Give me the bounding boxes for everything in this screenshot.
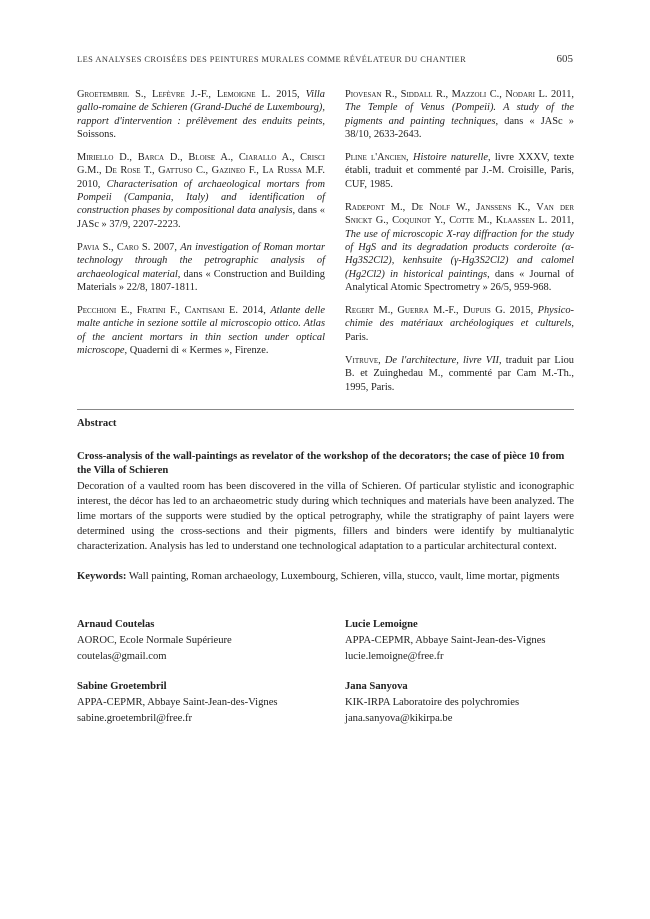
reference-details: , Quaderni di « Kermes », Firenze. — [124, 345, 269, 357]
author-block — [345, 679, 575, 727]
reference-entry — [345, 201, 574, 294]
reference-entry — [77, 304, 325, 357]
reference-authors: Regert M., Guerra M.-F., Dupuis G. — [345, 305, 506, 317]
section-divider — [77, 409, 574, 410]
author-name: Lucie Lemoigne — [345, 619, 418, 630]
keywords-label: Keywords: — [77, 571, 127, 582]
author-email: coutelas@gmail.com — [77, 651, 167, 662]
keywords-line — [77, 571, 574, 582]
reference-details: , dans « Construction and Building Materials » 22/8, 1807-1811. — [77, 268, 325, 293]
reference-year: 2015, — [270, 89, 306, 100]
author-email: lucie.lemoigne@free.fr — [345, 651, 444, 662]
reference-year: 2015, — [505, 305, 538, 317]
reference-authors: Radepont M., De Nolf W., Janssens K., Van der Snickt G., Coquinot Y., Cotte M., Klaassen L. — [345, 202, 574, 227]
reference-entry — [345, 354, 574, 394]
reference-authors: Pavia S., Caro S. — [77, 241, 151, 253]
reference-title: The Temple of Venus (Pompeii). A study of the pigments and painting techniques — [345, 102, 574, 127]
author-block — [77, 679, 307, 727]
author-affiliation: AOROC, Ecole Normale Supérieure — [77, 635, 232, 646]
author-affiliation: KIK-IRPA Laboratoire des polychromies — [345, 697, 520, 708]
reference-details: , dans « JASc » 37/9, 2207-2223. — [77, 205, 325, 230]
reference-year: , — [378, 355, 385, 367]
reference-entry — [77, 151, 325, 231]
reference-title: Histoire naturelle — [412, 152, 489, 164]
reference-year: 2011, — [547, 215, 574, 227]
reference-details: , dans « JASc » 38/10, 2633-2643. — [345, 115, 574, 140]
reference-title: An investigation of Roman mortar technology through the petrographic analysis of archaeological material — [77, 241, 325, 280]
reference-details: , livre XXXV, texte établi, traduit et commenté par J.-M. Croisille, Paris, CUF, 1985. — [345, 152, 574, 190]
reference-details: , traduit par Liou B. et Zuinghedau M., commenté par Cam M.-Th., 1995, Paris. — [345, 355, 574, 393]
reference-year: 2014, — [237, 305, 271, 317]
reference-authors: Pline l'Ancien — [345, 152, 407, 164]
reference-entry — [345, 88, 574, 141]
reference-details: , dans « Journal of Analytical Atomic Spectrometry » 26/5, 959-968. — [345, 268, 574, 293]
reference-details: , Soissons. — [77, 115, 325, 140]
reference-title: Villa gallo-romaine de Schieren (Grand-Duché de Luxembourg), rapport d'intervention : prélèvement des enduits peints — [77, 89, 325, 127]
reference-title: Physico-chimie des matériaux archéologiques et culturels — [345, 305, 574, 330]
author-block — [345, 617, 575, 665]
author-email: jana.sanyova@kikirpa.be — [345, 713, 453, 724]
author-affiliation: APPA-CEPMR, Abbaye Saint-Jean-des-Vignes — [345, 635, 546, 646]
keywords-text: Wall painting, Roman archaeology, Luxembourg, Schieren, villa, stucco, vault, lime mortar, pigments — [128, 571, 560, 582]
reference-title: Characterisation of archaeological mortars from Pompeii (Campania, Italy) and identification of construction phases by compositional data analysis — [77, 178, 326, 217]
author-name: Jana Sanyova — [345, 681, 408, 692]
author-name: Arnaud Coutelas — [77, 619, 155, 630]
page-number: 605 — [556, 53, 573, 65]
abstract-heading: Abstract — [77, 418, 117, 429]
reference-authors: Groetembril S., Lefèvre J.-F., Lemoigne L. — [77, 89, 271, 100]
reference-details: , Paris. — [345, 318, 574, 343]
reference-entry — [77, 88, 325, 141]
reference-authors: Vitruve — [345, 355, 379, 367]
reference-authors: Miriello D., Barca D., Bloise A., Ciarallo A., Crisci G.M., De Rose T., Gattuso C., Gazineo F., La Russa M.F. — [77, 152, 325, 177]
reference-title: Atlante delle malte antiche in sezione sottile al microscopio ottico. Atlas of the ancient mortars in thin section under optical microscope — [77, 305, 325, 357]
reference-authors: Piovesan R., Siddall R., Mazzoli C., Nodari L. — [345, 89, 548, 100]
reference-year: , — [406, 152, 413, 164]
reference-year: 2011, — [547, 89, 574, 100]
references-left-column — [77, 88, 325, 367]
reference-entry — [77, 241, 325, 294]
running-head — [77, 55, 573, 71]
author-affiliation: APPA-CEPMR, Abbaye Saint-Jean-des-Vignes — [77, 697, 278, 708]
reference-entry — [345, 304, 574, 344]
reference-year: 2007, — [150, 241, 181, 253]
reference-year: 2010, — [77, 178, 107, 190]
references-right-column — [345, 88, 574, 404]
running-head-title: LES ANALYSES CROISÉES DES PEINTURES MURALES COMME RÉVÉLATEUR DU CHANTIER — [77, 55, 467, 64]
abstract-body: Decoration of a vaulted room has been discovered in the villa of Schieren. Of particular stylistic and iconographic interest, the décor has led to an archaeometric study during which techniques and materials have been analyzed. The lime mortars of the supports were studied by the optical petrography, while the stratigraphy of paint layers were determined using the cross-sections and their pigments, fillers and binders were identify by multianalytic characterization. Analysis has led to understand one technological adaptation to a particular architectural context. — [77, 481, 574, 552]
author-block — [77, 617, 307, 665]
author-name: Sabine Groetembril — [77, 681, 167, 692]
reference-entry — [345, 151, 574, 191]
author-email: sabine.groetembril@free.fr — [77, 713, 193, 724]
abstract-title: Cross-analysis of the wall-paintings as revelator of the workshop of the decorators; the case of pièce 10 from the Villa of Schieren — [77, 451, 565, 476]
reference-title: The use of microscopic X-ray diffraction for the study of HgS and its degradation products corderoite (α-Hg3S2Cl2), kenhsuite (γ-Hg3S2Cl2) and calomel (Hg2Cl2) in historical paintings — [345, 228, 574, 280]
reference-authors: Pecchioni E., Fratini F., Cantisani E. — [77, 305, 238, 317]
reference-title: De l'architecture, livre VII — [384, 355, 500, 367]
